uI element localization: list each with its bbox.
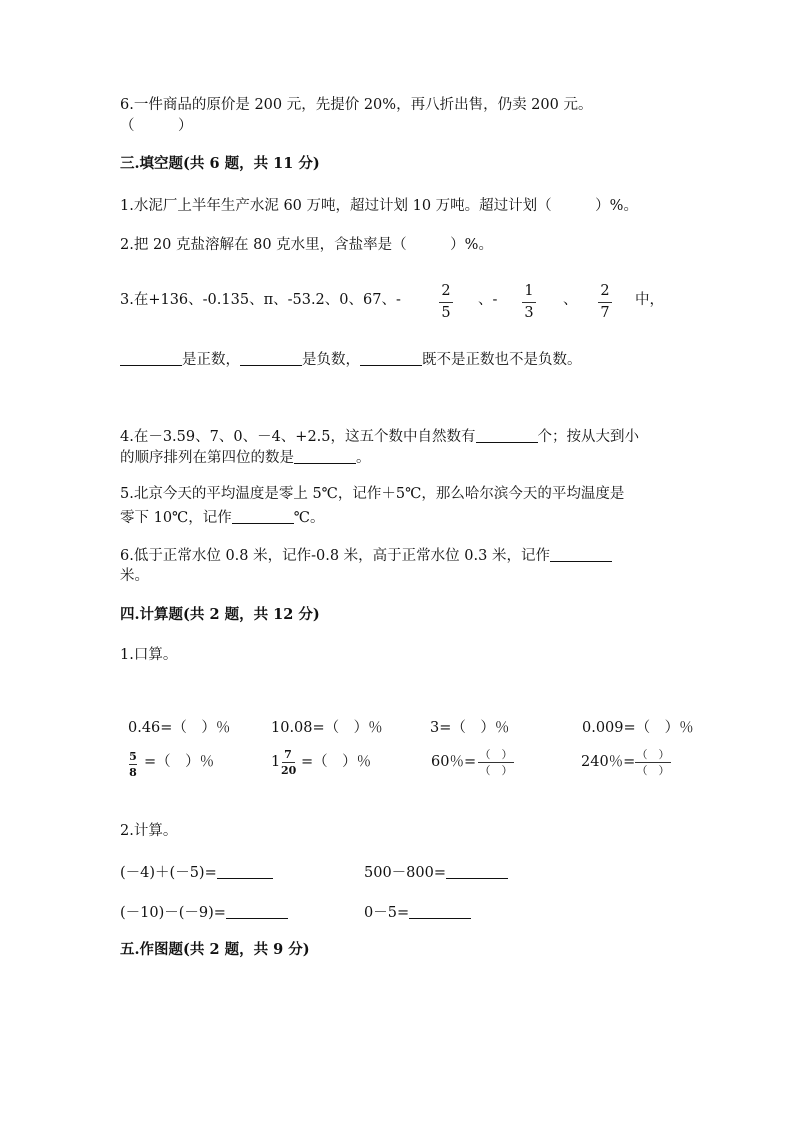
fill-question-3-answers: 是正数， 是负数， 既不是正数也不是负数。 [120,351,582,368]
calc-question-1-title: 1.口算。 [120,647,178,663]
section-heading-fill-in: 三.填空题(共 6 题，共 11 分) [120,155,320,172]
answer-blank[interactable] [409,904,471,919]
oral-calc-item: 3=（ ）％ [430,720,510,736]
answer-blank[interactable] [446,864,508,879]
fraction: （ ） （ ） [479,748,513,777]
separator: 、- [478,292,498,308]
section-heading-drawing: 五.作图题(共 2 题，共 9 分) [120,941,310,958]
answer-blank[interactable] [550,547,612,562]
fill-question-5-line2: 零下 10℃，记作 ℃。 [120,510,325,526]
calc-item: (－4)＋(－5)= [120,864,273,881]
oral-calc-item: =（ ）％ [301,754,372,770]
oral-calc-item: =（ ）％ [144,754,215,770]
answer-blank[interactable] [240,351,302,366]
fraction: 2 5 [437,284,455,320]
fill-question-3-suffix: 中， [635,292,664,308]
answer-blank[interactable] [476,428,538,443]
oral-calc-item: 0.46=（ ）％ [128,720,231,736]
oral-calc-item: 60％= [431,754,477,770]
fraction: 2 7 [596,284,614,320]
fraction: 5 8 [129,750,137,779]
answer-blank[interactable] [120,351,182,366]
fill-question-1: 1.水泥厂上半年生产水泥 60 万吨，超过计划 10 万吨。超过计划（ ）%。 [120,198,638,214]
mixed-number-whole: 1 [271,754,281,770]
section-heading-calculation: 四.计算题(共 2 题，共 12 分) [120,606,320,623]
answer-blank[interactable] [217,864,273,879]
oral-calc-item: 0.009=（ ）％ [582,720,694,736]
calc-item: 0－5= [364,904,471,921]
fill-question-6-line1: 6.低于正常水位 0.8 米，记作-0.8 米，高于正常水位 0.3 米，记作 [120,547,612,564]
calc-item: (－10)－(－9)= [120,904,288,921]
fraction: 7 20 [281,748,297,777]
fill-question-4-line1: 4.在－3.59、7、0、－4、+2.5，这五个数中自然数有 个；按从大到小 [120,429,640,445]
fill-question-4-line2: 的顺序排列在第四位的数是 。 [120,450,371,466]
answer-blank[interactable] [294,449,356,464]
answer-blank[interactable] [360,351,422,366]
separator: 、 [563,292,578,308]
fill-question-5-line1: 5.北京今天的平均温度是零上 5℃，记作＋5℃，那么哈尔滨今天的平均温度是 [120,486,625,502]
answer-blank[interactable] [232,509,294,524]
calc-item: 500－800= [364,864,508,881]
question-6-text: 6.一件商品的原价是 200 元，先提价 20%，再八折出售，仍卖 200 元。 [120,97,593,113]
answer-paren: （ ） [120,118,193,134]
oral-calc-item: 10.08=（ ）％ [271,720,383,736]
calc-question-2-title: 2.计算。 [120,823,178,839]
answer-blank[interactable] [226,904,288,919]
fraction: （ ） （ ） [636,748,670,777]
fill-question-6-line2: 米。 [120,568,149,584]
oral-calc-item: 240％= [581,754,636,770]
fill-question-3-prefix: 3.在+136、-0.135、π、-53.2、0、67、- [120,292,401,308]
fill-question-2: 2.把 20 克盐溶解在 80 克水里，含盐率是（ ）%。 [120,237,493,253]
fraction: 1 3 [520,284,538,320]
